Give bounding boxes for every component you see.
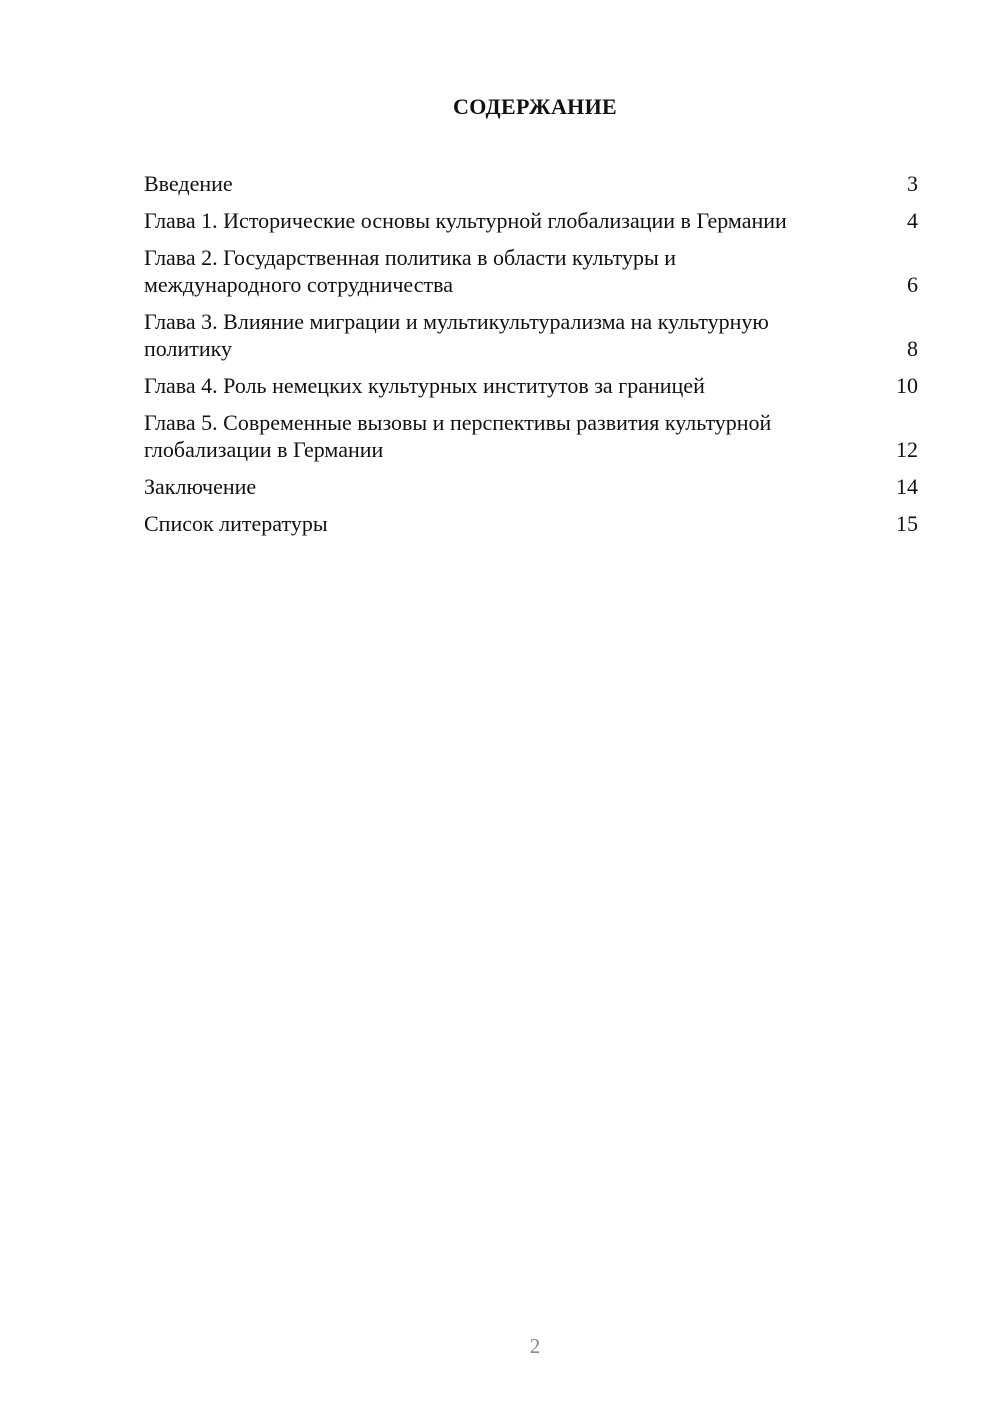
toc-entry-page: 12: [896, 437, 918, 462]
toc-entry-title: Список литературы: [144, 511, 328, 536]
toc-entry-title: Глава 5. Современные вызовы и перспективы развития культурной глобализации в Германии: [144, 410, 772, 462]
page-number: 2: [529, 1334, 541, 1358]
toc-entry-page: 4: [907, 208, 918, 233]
toc-entry-title: Глава 4. Роль немецких культурных институтов за границей: [144, 373, 705, 398]
toc-entry-chapter-3[interactable]: [144, 308, 918, 362]
toc-entry-title: Введение: [144, 171, 233, 196]
toc-entry-conclusion[interactable]: [144, 473, 918, 500]
toc-entry-references[interactable]: [144, 510, 918, 537]
toc-entry-title: Глава 3. Влияние миграции и мультикультурализма на культурную политику: [144, 309, 769, 361]
toc-entry-title: Глава 1. Исторические основы культурной глобализации в Германии: [144, 208, 787, 233]
toc-entry-chapter-4[interactable]: [144, 372, 918, 399]
toc-entry-page: 6: [907, 272, 918, 297]
table-of-contents: [144, 170, 918, 547]
toc-entry-page: 3: [907, 171, 918, 196]
toc-entry-chapter-1[interactable]: [144, 207, 918, 234]
toc-entry-title: Заключение: [144, 474, 257, 499]
toc-entry-page: 15: [896, 511, 918, 536]
toc-entry-page: 14: [896, 474, 918, 499]
toc-entry-introduction[interactable]: [144, 170, 918, 197]
page-title: СОДЕРЖАНИЕ: [453, 94, 617, 119]
toc-entry-page: 8: [907, 336, 918, 361]
toc-entry-chapter-2[interactable]: [144, 244, 918, 298]
toc-entry-title: Глава 2. Государственная политика в области культуры и международного сотрудничества: [144, 245, 677, 297]
toc-entry-page: 10: [896, 373, 918, 398]
toc-entry-chapter-5[interactable]: [144, 409, 918, 463]
